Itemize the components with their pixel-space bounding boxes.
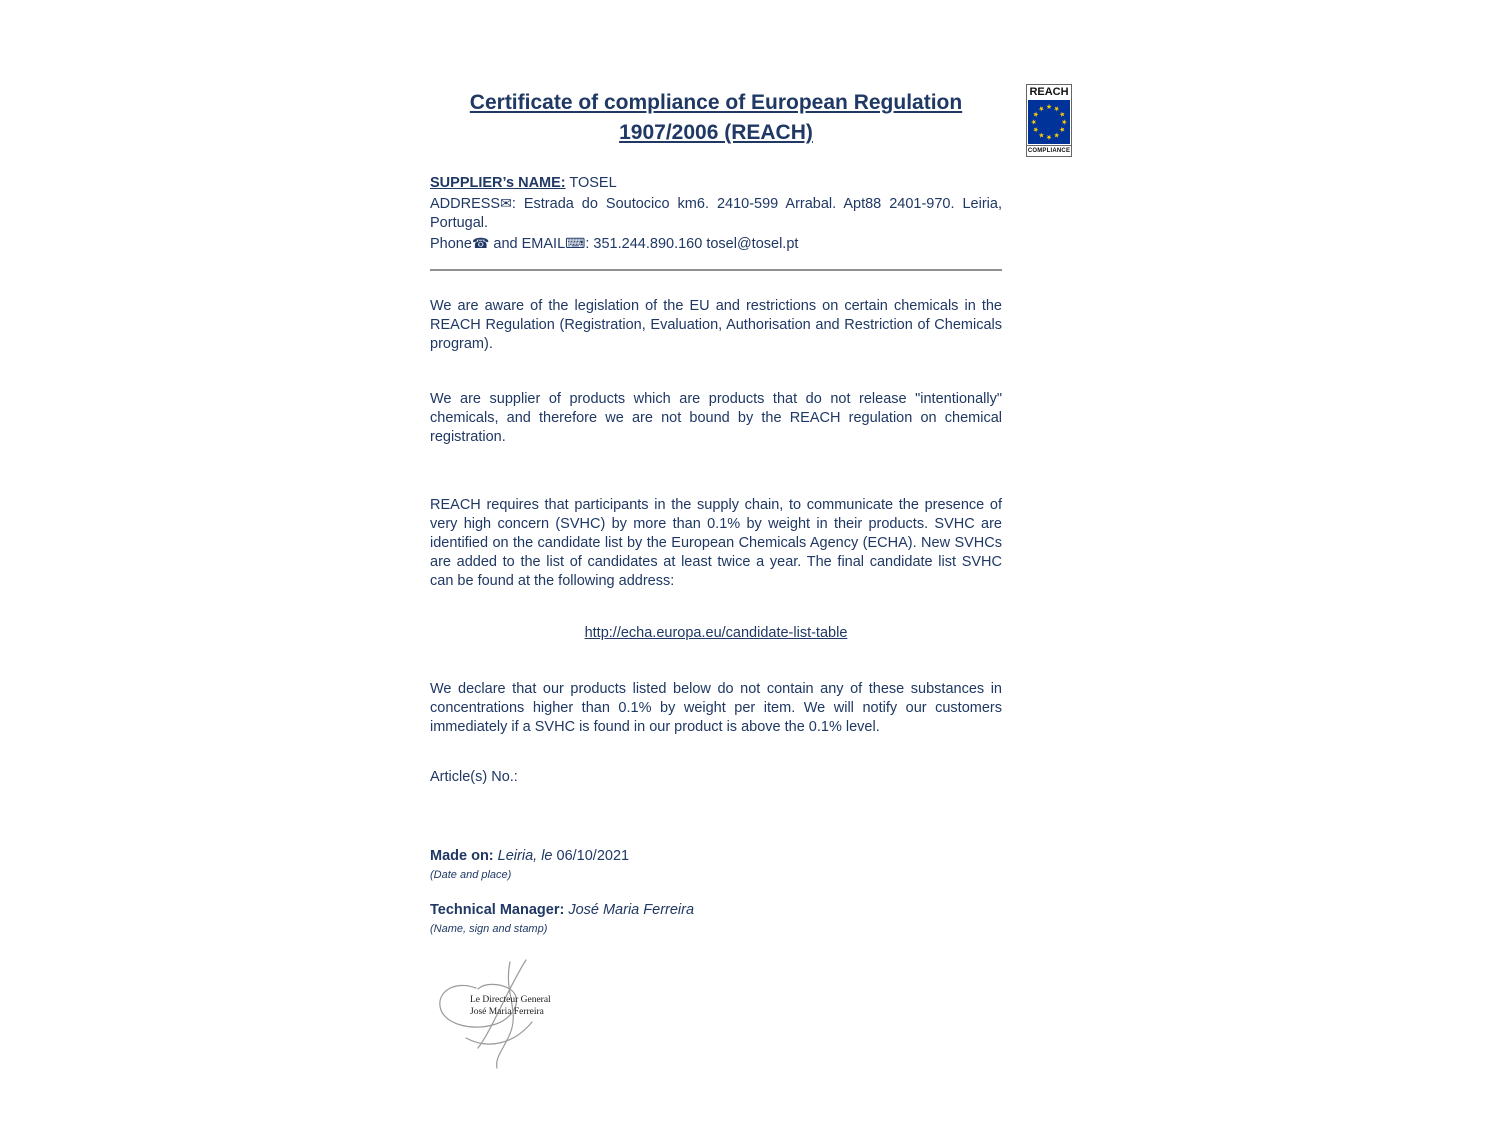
contact-value: : 351.244.890.160 tosel@tosel.pt: [585, 235, 799, 252]
paragraph-declaration: We declare that our products listed below do not contain any of these substances in concentrations higher than 0.1% by weight per item. We will notify our customers immediately if a SVHC is found in our product is above the 0.1% level.: [430, 681, 1002, 735]
document-title: [430, 88, 1002, 148]
candidate-list-link[interactable]: http://echa.europa.eu/candidate-list-table: [584, 625, 848, 641]
signature-title: Le Directeur General: [470, 995, 551, 1005]
reach-logo-subtitle: COMPLIANCE: [1027, 145, 1071, 156]
technical-manager-row: [430, 901, 1002, 920]
reach-compliance-logo: [1026, 84, 1072, 157]
sign-stamp-note: (Name, sign and stamp): [430, 923, 548, 935]
made-on-date: 06/10/2021: [556, 848, 630, 864]
signature-block: [436, 958, 606, 1073]
telephone-icon: ☎: [471, 234, 490, 251]
signature-name: José Maria Ferreira: [470, 1007, 544, 1017]
envelope-icon: ✉: [500, 194, 512, 211]
phone-label: Phone: [430, 235, 472, 252]
paragraph-supplier-statement: We are supplier of products which are products that do not release "intentionally" chemicals, and therefore we are not bound by the REACH regulation on chemical registration.: [430, 391, 1002, 445]
certificate-body: [430, 88, 1002, 1073]
technical-manager-label: Technical Manager:: [430, 902, 565, 918]
paragraph-reach-requirements: REACH requires that participants in the supply chain, to communicate the presence of very high concern (SVHC) by more than 0.1% by weight in their products. SVHC are identified on the candidate list by the European Chemicals Agency (ECHA). New SVHCs are added to the list of candidates at least twice a year. The final candidate list SVHC can be found at the following address:: [430, 497, 1002, 589]
article-number-label: Article(s) No.:: [430, 769, 518, 785]
title-line-2: 1907/2006 (REACH): [619, 121, 813, 144]
reach-logo-title: REACH: [1029, 86, 1069, 98]
divider-line: [430, 269, 1002, 271]
signature-text: [470, 994, 551, 1018]
address-value: : Estrada do Soutocico km6. 2410-599 Arrabal. Apt88 2401-970. Leiria, Portugal.: [430, 195, 1002, 231]
title-line-1: Certificate of compliance of European Regulation: [469, 91, 963, 114]
address-label: ADDRESS: [430, 195, 501, 212]
supplier-name-label: SUPPLIER’s NAME:: [430, 175, 566, 191]
paragraph-awareness: We are aware of the legislation of the EU and restrictions on certain chemicals in the REACH Regulation (Registration, Evaluation, Authorisation and Restriction of Chemicals program).: [430, 298, 1002, 352]
candidate-list-link-row: [430, 624, 1002, 643]
supplier-block: [430, 174, 1002, 254]
supplier-name-value: TOSEL: [565, 175, 617, 191]
made-on-place: Leiria, le: [493, 848, 557, 864]
date-place-note: (Date and place): [430, 869, 512, 881]
made-on-label: Made on:: [430, 848, 494, 864]
made-on-row: [430, 847, 1002, 866]
email-label: and EMAIL: [489, 235, 566, 252]
computer-icon: ⌨: [565, 234, 586, 251]
technical-manager-name: José Maria Ferreira: [564, 902, 695, 918]
eu-flag-icon: [1028, 100, 1070, 144]
